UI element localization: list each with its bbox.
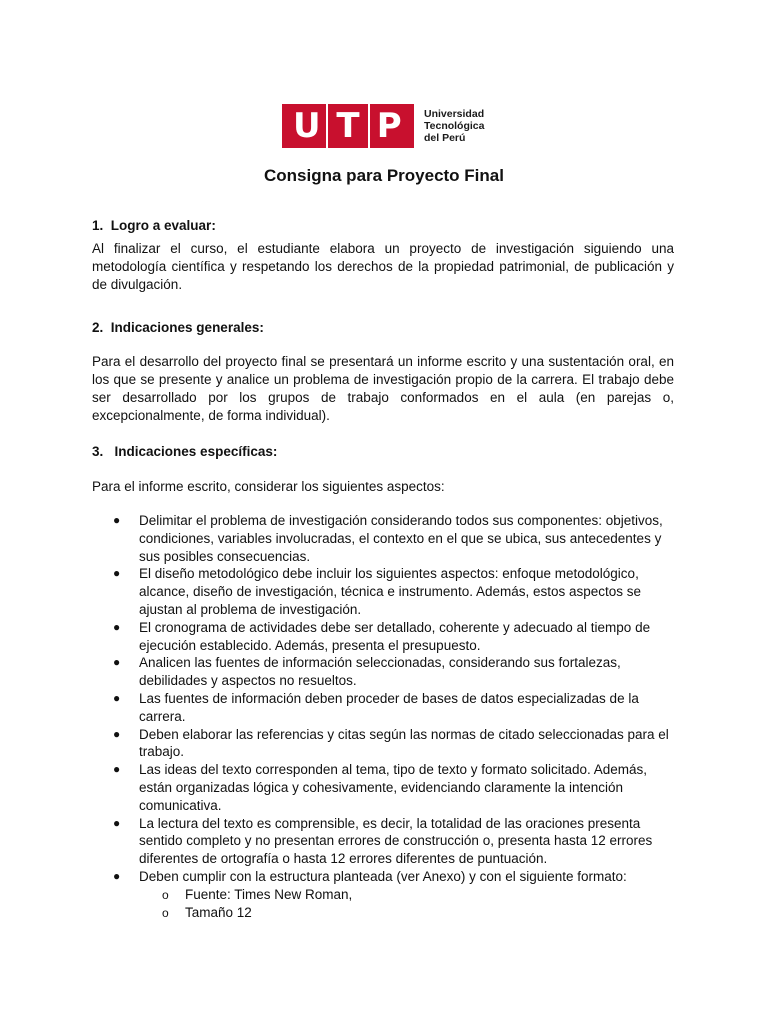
utp-logo-mark	[282, 104, 414, 148]
circle-bullet-icon: o	[162, 906, 169, 921]
section-heading-indicaciones-generales	[92, 319, 264, 336]
list-item-text: Delimitar el problema de investigación considerando todos sus componentes: objetivos, condiciones, variables involucradas, el contexto en el que se ubica, sus antecedentes y sus posibles consecuencias.	[139, 513, 663, 564]
logo-line-2: Tecnológica	[424, 120, 485, 132]
sub-list-item-text: Tamaño 12	[185, 905, 252, 921]
sub-list-item	[139, 886, 682, 905]
bullet-icon: ●	[113, 815, 121, 830]
bullet-icon: ●	[113, 566, 121, 581]
section-title: Indicaciones generales:	[110, 320, 264, 335]
list-item-text: Las fuentes de información deben proceder de bases de datos especializadas de la carrera.	[139, 690, 639, 724]
logo-separator	[326, 104, 328, 148]
list-item-text: Deben cumplir con la estructura planteada (ver Anexo) y con el siguiente formato:	[139, 868, 627, 884]
logo-letter-u: U	[292, 106, 321, 146]
section-heading-indicaciones-especificas	[92, 443, 277, 460]
list-item-text: La lectura del texto es comprensible, es decir, la totalidad de las oraciones presenta sentido completo y no presentan errores de construcción o, presenta hasta 12 errores diferentes de ortografía o hasta 12 errores diferentes de puntuación.	[139, 815, 653, 867]
utp-logo	[282, 104, 484, 148]
sub-list-item-text: Fuente: Times New Roman,	[185, 886, 353, 902]
section-heading-logro	[92, 217, 216, 234]
list-item	[92, 654, 682, 690]
list-item	[92, 512, 682, 565]
bullet-icon: ●	[113, 868, 121, 883]
circle-bullet-icon: o	[162, 887, 169, 902]
list-item	[92, 815, 682, 868]
list-item	[92, 726, 682, 762]
list-item	[92, 868, 682, 923]
bullet-icon: ●	[113, 513, 121, 527]
bullet-icon: ●	[113, 762, 121, 777]
sub-list-item	[139, 904, 682, 923]
logo-line-1: Universidad	[424, 108, 485, 120]
format-sublist	[139, 886, 682, 923]
bullet-icon: ●	[113, 726, 121, 741]
section-number: 2.	[92, 320, 104, 335]
section-number: 3.	[92, 444, 104, 459]
section-paragraph-indicaciones-generales: Para el desarrollo del proyecto final se presentará un informe escrito y una sustentación oral, en los que se presente y analice un problema de investigación propio de la carrera. El trabajo debe ser desarrollado por los grupos de trabajo conformados en el aula (en parejas o, excepcionalmente, de forma individual).	[92, 354, 674, 423]
document-title: Consigna para Proyecto Final	[264, 166, 504, 185]
list-item-text: Deben elaborar las referencias y citas según las normas de citado seleccionadas para el trabajo.	[139, 726, 669, 760]
section-intro-informe: Para el informe escrito, considerar los siguientes aspectos:	[92, 479, 445, 494]
list-item-text: Analicen las fuentes de información seleccionadas, considerando sus fortalezas, debilidades y aspectos no resueltos.	[139, 655, 621, 689]
list-item-text: El diseño metodológico debe incluir los siguientes aspectos: enfoque metodológico, alcance, diseño de investigación, técnica e instrumento. Además, estos aspectos se ajustan al problema de investigación.	[139, 566, 642, 617]
list-item	[92, 690, 682, 726]
bullet-icon: ●	[113, 655, 121, 670]
list-item-text: El cronograma de actividades debe ser detallado, coherente y adecuado al tiempo de ejecución establecido. Además, presenta el presupuesto.	[139, 619, 651, 653]
list-item-text: Las ideas del texto corresponden al tema, tipo de texto y formato solicitado. Además, están organizadas lógica y cohesivamente, evidenciando claramente la intención comunicativa.	[139, 762, 648, 813]
list-item	[92, 565, 682, 618]
bullet-icon: ●	[113, 619, 121, 634]
logo-separator	[368, 104, 370, 148]
logo-line-3: del Perú	[424, 132, 466, 144]
aspects-list	[92, 512, 682, 923]
section-paragraph-logro: Al finalizar el curso, el estudiante elabora un proyecto de investigación siguiendo una metodología científica y respetando los derechos de la propiedad patrimonial, de publicación y de divulgación.	[92, 241, 674, 292]
list-item	[92, 619, 682, 655]
section-number: 1.	[92, 218, 104, 233]
bullet-icon: ●	[113, 690, 121, 705]
logo-letter-p: P	[376, 106, 402, 146]
logo-letter-t: T	[336, 106, 360, 146]
list-item	[92, 761, 682, 814]
section-title: Logro a evaluar:	[110, 218, 216, 233]
section-title: Indicaciones específicas:	[114, 444, 278, 459]
logo-wordmark	[424, 108, 484, 144]
